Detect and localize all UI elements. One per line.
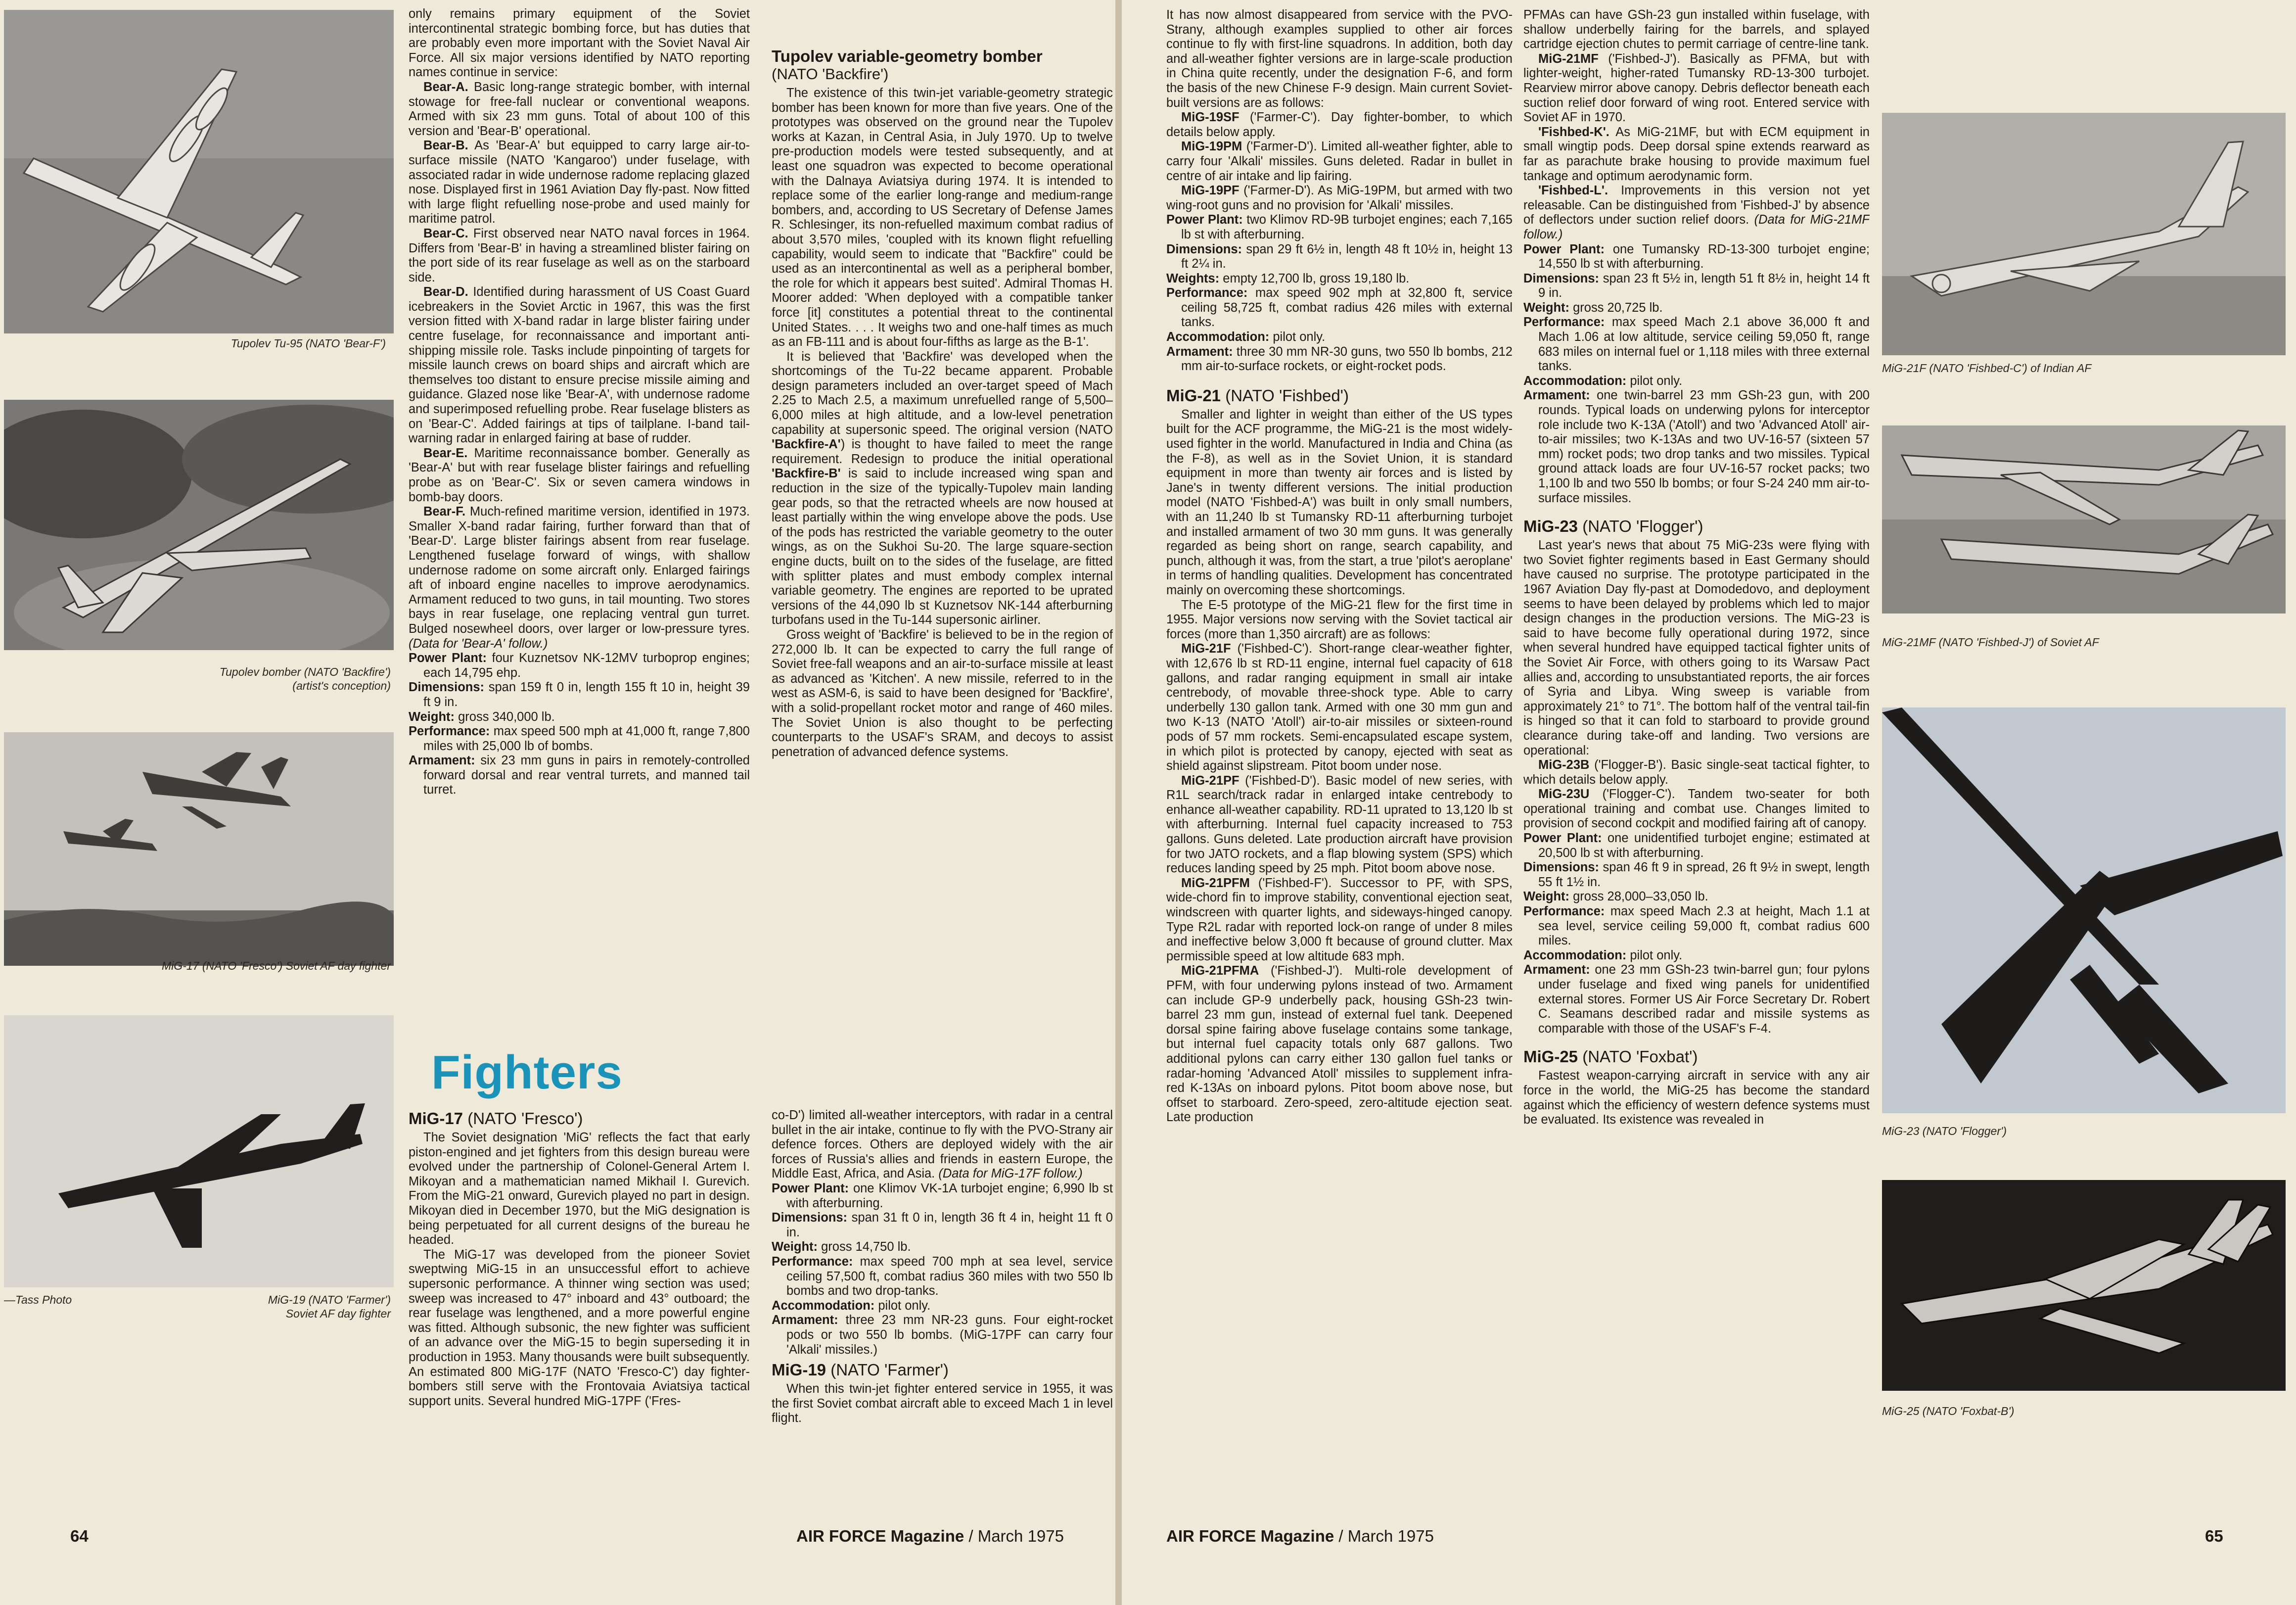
mig19-perf-text: max speed 902 mph at 32,800 ft, service ceiling 58,725 ft, combat radius 426 miles with external tanks. xyxy=(1181,286,1513,330)
mig25-para-1: Fastest weapon-carrying aircraft in service with any air force in the world, the MiG-25 has become the standard against which the efficiency of western defence systems must be evaluated. Its existence was revealed in xyxy=(1523,1069,1870,1127)
mig21-para-2: The E-5 prototype of the MiG-21 flew for the first time in 1955. Major versions now serving with the Soviet tactical air forces (more than 1,350 aircraft) are as follows: xyxy=(1166,598,1513,641)
mig21-acc-label: Accommodation: xyxy=(1523,374,1627,388)
mig19pf-entry xyxy=(1166,184,1513,213)
mig17-continued-text: co-D') limited all-weather interceptors, with radar in a central bullet in the air intake, continue to fly with the PVO-Strany air defence forces. Others are deployed widely with the air forces of Russia's allies and friends in eastern Europe, the Middle East, Africa, and Asia. xyxy=(772,1108,1113,1181)
bear-armament xyxy=(409,754,750,798)
bear-power-text: four Kuznetsov NK-12MV turboprop engines; each 14,795 ehp. xyxy=(423,651,750,680)
mig19-power-text: two Klimov RD-9B turbojet engines; each 7,165 lb st with afterburning. xyxy=(1181,213,1513,241)
mig17-acc-label: Accommodation: xyxy=(772,1298,875,1313)
mig21pf-entry xyxy=(1166,774,1513,876)
mig21-heading-name: MiG-21 xyxy=(1166,386,1221,405)
mig23-dim-text: span 46 ft 9 in spread, 26 ft 9½ in swept, length 55 ft 1½ in. xyxy=(1538,860,1870,889)
backfire-para-1: The existence of this twin-jet variable-geometry strategic bomber has been known for more than five years. One of the prototypes was observed on the ground near the Tupolev works at Kazan, in Central Asia, in July 1970. Up to twelve pre-production models were tested subsequently, and at least one squadron was expected to become operational with the Dalnaya Aviatsiya during 1974. It is intended to replace some of the earlier long-range and medium-range bombers, and, according to US Secretary of Defense James R. Schlesinger, its non-refuelled maximum combat radius of about 3,570 miles, 'coupled with its known flight refuelling capability, would seem to indicate that "Backfire" could be used as an intercontinental as well as a peripheral bomber, the role for which it appears best suited'. Admiral Thomas H. Moorer added: 'When deployed with a compatible tanker force [it] constitutes a potential threat to the continental United States. . . . It weighs two and one-half times as much as an FB-111 and is about four-fifths as large as the B-1'. xyxy=(772,86,1113,349)
mig19-armament xyxy=(1166,345,1513,374)
bear-b-label: Bear-B. xyxy=(423,139,468,153)
mig17-para-2: The MiG-17 was developed from the pioneer Soviet sweptwing MiG-15 in an unsuccessful effort to achieve supersonic performance. A thinner wing section was used; sweep was increased to 47° inboard and 43° outboard; the rear fuselage was lengthened, and a more powerful engine was fitted. Although subsonic, the new fighter was sufficient of an advance over the MiG-15 to begin superseding it in production in 1953. Many thousands were built subsequently. An estimated 800 MiG-17F (NATO 'Fresco-C') day fighter-bombers still serve with the Frontovaia Aviatsiya tactical support units. Several hundred MiG-17PF ('Fres- xyxy=(409,1247,750,1408)
mig17-arm-label: Armament: xyxy=(772,1313,838,1327)
mig17-arm-text: three 23 mm NR-23 guns. Four eight-rocket pods or two 550 lb bombs. (MiG-17PF can carry four 'Alkali' missiles.) xyxy=(786,1313,1113,1357)
bear-e-label: Bear-E. xyxy=(423,446,468,460)
bear-dim-label: Dimensions: xyxy=(409,680,485,695)
left-column-3-top xyxy=(772,44,1113,1043)
mig25-photo xyxy=(1882,1180,2286,1391)
footer-issue-left: March 1975 xyxy=(977,1527,1064,1545)
mig23b-entry xyxy=(1523,758,1870,787)
mig23-image xyxy=(1882,708,2286,1113)
mig23-performance xyxy=(1523,904,1870,948)
mig21mf-label: MiG-21MF xyxy=(1538,51,1599,66)
caption-backfire xyxy=(148,665,391,693)
mig19-photo xyxy=(4,1015,394,1287)
mig21-accommodation xyxy=(1523,374,1870,389)
mig21mf-entry xyxy=(1523,52,1870,125)
bear-e-text: Maritime reconnaissance bomber. Generally as 'Bear-A' but with rear fuselage blister fairings and refuelling probe as on 'Bear-C'. Six or seven camera windows in bomb-bay doors. xyxy=(409,446,750,504)
section-title-fighters: Fighters xyxy=(431,1046,623,1099)
mig21f-image xyxy=(1882,113,2286,355)
mig17-weight-text: gross 14,750 lb. xyxy=(818,1240,911,1254)
fishbed-k-text: As MiG-21MF, but with ECM equipment in small wingtip pods. Deep dorsal spine extends rearward as far as parachute brake housing to provide maximum fuel tankage and optimum aerodynamic form. xyxy=(1523,125,1870,183)
bear-intro: only remains primary equipment of the Soviet intercontinental strategic bombing force, but has duties that are probably even more important with the Soviet Naval Air Force. All six major versions identified by NATO reporting names continue in service: xyxy=(409,7,750,80)
mig17-dim-label: Dimensions: xyxy=(772,1211,848,1225)
mig23-heading-name: MiG-23 xyxy=(1523,517,1578,536)
mig17-heading-nato: (NATO 'Fresco') xyxy=(463,1109,583,1128)
caption-mig19-line1: MiG-19 (NATO 'Farmer') xyxy=(268,1293,391,1306)
mig21-perf-label: Performance: xyxy=(1523,315,1605,330)
running-footer-left xyxy=(796,1527,1064,1546)
mig21f-text: ('Fishbed-C'). Short-range clear-weather fighter, with 12,676 lb st RD-11 engine, internal fuel capacity of 618 gallons, and radar ranging equipment in small air intake centrebody, of movable three-shock type. Able to carry underbelly 130 gallon tank. Armed with one 30 mm gun and two K-13 (NATO 'Atoll') air-to-air missiles or sixteen-round pods of 57 mm rockets. Semi-encapsulated escape system, in which pilot is protected by canopy, ejected with seat as shield against slipstream. Pitot boom under nose. xyxy=(1166,642,1513,773)
mig21-armament xyxy=(1523,388,1870,506)
mig23-perf-text: max speed Mach 2.3 at height, Mach 1.1 at sea level, service ceiling 59,000 ft, combat radius 600 miles. xyxy=(1538,904,1870,948)
mig21-perf-text: max speed Mach 2.1 above 36,000 ft and Mach 1.06 at low altitude, service ceiling 59,050 ft, range 683 miles on internal fuel or 1,118 miles with three external tanks. xyxy=(1538,315,1870,374)
backfire-para-2 xyxy=(772,350,1113,628)
footer-separator-left: / xyxy=(964,1527,978,1545)
bear-b-entry xyxy=(409,139,750,227)
mig21pf-label: MiG-21PF xyxy=(1181,773,1240,788)
bear-weight-label: Weight: xyxy=(409,709,455,724)
mig21mf-photo xyxy=(1882,425,2286,614)
mig19-weight-text: empty 12,700 lb, gross 19,180 lb. xyxy=(1219,271,1410,285)
mig23-dimensions xyxy=(1523,860,1870,890)
backfire-image xyxy=(4,400,394,650)
caption-mig19-line2: Soviet AF day fighter xyxy=(285,1307,391,1320)
mig21-power-plant xyxy=(1523,242,1870,272)
mig23-para-1: Last year's news that about 75 MiG-23s were flying with two Soviet fighter regiments based in East Germany should have caused no surprise. The prototype participated in the 1967 Aviation Day fly-past at Domodedovo, and deployment seems to have been delayed by problems which led to major design changes in the production versions. The MiG-23 is said to have become fully operational during 1972, since when several hundred have equipped tactical fighter units of the Soviet Air Force, with others going to its Warsaw Pact allies and, according to unsubstantiated reports, the air forces of Syria and Libya. Wing sweep is variable from approximately 21° to 71°. The bottom half of the ventral tail-fin is hinged so that it can fold to starboard to provide ground clearance during take-off and landing. Two versions are operational: xyxy=(1523,538,1870,757)
mig17-performance xyxy=(772,1255,1113,1299)
mig23-weight xyxy=(1523,890,1870,904)
mig19-heading-name: MiG-19 xyxy=(772,1361,827,1379)
mig21mf-image xyxy=(1882,425,2286,614)
caption-mig17: MiG-17 (NATO 'Fresco') Soviet AF day fighter xyxy=(162,959,391,972)
mig23-weight-text: gross 28,000–33,050 lb. xyxy=(1569,890,1708,904)
caption-mig21mf: MiG-21MF (NATO 'Fishbed-J') of Soviet AF xyxy=(1882,636,2099,649)
caption-mig19 xyxy=(198,1293,391,1321)
caption-tass: —Tass Photo xyxy=(4,1293,72,1306)
backfire-a-label: 'Backfire-A' xyxy=(772,437,841,452)
mig21-dimensions xyxy=(1523,272,1870,301)
mig23-dim-label: Dimensions: xyxy=(1523,860,1600,875)
mig19-acc-label: Accommodation: xyxy=(1166,330,1270,344)
bear-f-note: (Data for 'Bear-A' follow.) xyxy=(409,636,548,651)
mig19-heading xyxy=(772,1361,1113,1379)
bear-perf-text: max speed 500 mph at 41,000 ft, range 7,800 miles with 25,000 lb of bombs. xyxy=(423,724,750,753)
mig19pm-label: MiG-19PM xyxy=(1181,140,1242,154)
backfire-para-3: Gross weight of 'Backfire' is believed to be in the region of 272,000 lb. It can be expected to carry the full range of Soviet free-fall weapons and an air-to-surface missile at least as advanced as 'Kitchen'. A new missile, referred to in the west as ASM-6, is said to have been designed for 'Backfire', with a solid-propellant rocket motor and range of 460 miles. The Soviet Union is also thought to be perfecting counterparts to the USAF's SRAM, and decoys to assist penetration of advanced defence systems. xyxy=(772,627,1113,759)
backfire-heading-name: Tupolev variable-geometry bomber xyxy=(772,47,1043,65)
mig21-weight xyxy=(1523,301,1870,316)
page-gutter xyxy=(1115,0,1122,1605)
right-column-1 xyxy=(1166,8,1513,1507)
mig19-perf-label: Performance: xyxy=(1166,286,1248,300)
mig19-acc-text: pilot only. xyxy=(1269,330,1326,344)
mig19pm-text: ('Farmer-D'). Limited all-weather fighter, able to carry four 'Alkali' missiles. Guns deleted. Radar in bullet in centre of air intake and lip fairing. xyxy=(1166,140,1513,183)
mig17-weight xyxy=(772,1240,1113,1255)
mig23-acc-text: pilot only. xyxy=(1626,948,1683,962)
mig19-weight-label: Weights: xyxy=(1166,271,1220,285)
bear-a-label: Bear-A. xyxy=(423,80,468,94)
mig19-para-1: When this twin-jet fighter entered service in 1955, it was the first Soviet combat aircraft able to exceed Mach 1 in level flight. xyxy=(772,1382,1113,1425)
mig17-dimensions xyxy=(772,1211,1113,1240)
caption-tu95: Tupolev Tu-95 (NATO 'Bear-F') xyxy=(230,337,386,350)
mig21-power-text: one Tumansky RD-13-300 turbojet engine; 14,550 lb st with afterburning. xyxy=(1538,242,1870,271)
bear-d-text: Identified during harassment of US Coast Guard icebreakers in the Soviet Arctic in 1967, this was the first version fitted with X-band radar in large blister fairing under centre fuselage, for reconnaissance and important anti-shipping missile role. Tasks include pinpointing of targets for missile launch crews on board ships and aircraft which are themselves too distant to ensure precise missile aiming and guidance. Glazed nose like 'Bear-A', with undernose radome and superimposed refuelling probe. Rear fuselage blisters as on 'Bear-C'. Added fairings at tips of tailplane. I-band tail-warning radar in enlarged fairing at base of rudder. xyxy=(409,285,750,446)
mig17-dim-text: span 31 ft 0 in, length 36 ft 4 in, height 11 ft 0 in. xyxy=(786,1211,1113,1239)
bear-c-entry xyxy=(409,227,750,285)
mig25-image xyxy=(1882,1180,2286,1391)
left-column-3-bottom xyxy=(772,1108,1113,1524)
mig19-arm-text: three 30 mm NR-30 guns, two 550 lb bombs, 212 mm air-to-surface rockets, or eight-rocket pods. xyxy=(1181,344,1513,374)
mig23-armament xyxy=(1523,963,1870,1036)
mig19sf-entry xyxy=(1166,110,1513,140)
mig19-dim-text: span 29 ft 6½ in, length 48 ft 10½ in, height 13 ft 2¼ in. xyxy=(1181,242,1513,271)
mig17-heading-name: MiG-17 xyxy=(409,1109,463,1128)
mig17-power-plant xyxy=(772,1181,1113,1211)
mig21pfma-text: ('Fishbed-J'). Multi-role development of PFM, with four underwing pylons instead of two. Armament can include GP-9 underbelly pack, housing GSh-23 twin-barrel 23 mm gun, instead of external fuel tank. Deepened dorsal spine fairing above fuselage contains some tankage, but internal fuel capacity totals only 687 gallons. Two additional pylons can carry either 130 gallon fuel tanks or radar-homing 'Advanced Atoll' missiles to supplement infra-red K-13As on inboard pylons. Pitot boom above nose, but offset to starboard. Zero-speed, zero-altitude ejection seat. Late production xyxy=(1166,964,1513,1125)
fishbed-k-entry xyxy=(1523,125,1870,184)
mig21-para-1: Smaller and lighter in weight than either of the US types built for the ACF programme, the MiG-21 is the most widely-used fighter in the world. Manufactured in India and China (as the F-8), as well as in the Soviet Union, it is standard equipment in more than twenty air forces and is listed by Jane's in twenty different versions. The initial production model (NATO 'Fishbed-A') was built in only small numbers, with an 11,240 lb st Tumansky RD-11 afterburning turbojet and installed armament of two 30 mm guns. It was generally regarded as being short on range, search capability, and punch, although it was, from the start, a true 'pilot's aeroplane' in terms of handling qualities. Development has concentrated mainly on overcoming these shortcomings. xyxy=(1166,407,1513,597)
page-number-65: 65 xyxy=(2205,1527,2223,1545)
bear-f-label: Bear-F. xyxy=(423,505,466,519)
mig17-data-note: (Data for MiG-17F follow.) xyxy=(938,1167,1083,1181)
mig17-accommodation xyxy=(772,1299,1113,1314)
mig17-perf-label: Performance: xyxy=(772,1254,853,1269)
mig23-arm-label: Armament: xyxy=(1523,963,1590,977)
mig21f-label: MiG-21F xyxy=(1181,642,1231,656)
backfire-para-2d: is said to include increased wing span and reduction in the size of the typically-Tupolev main landing gear pods, so that the retracted wheels are now housed at least partially within the wing envelope above the pods. Use of the pods has restricted the variable geometry to the outer wings, as on the Sukhoi Su-20. The large square-section engine ducts, built on to the sides of the fuselage, are fitted with splitter plates and must embody complex internal variable geometry. The engines are reported to be uprated versions of the 44,090 lb st Kuznetsov NK-144 afterburning turbofans used in the Tu-144 supersonic airliner. xyxy=(772,467,1113,627)
tu95-photo xyxy=(4,10,394,333)
bear-arm-label: Armament: xyxy=(409,754,475,768)
mig23-arm-text: one 23 mm GSh-23 twin-barrel gun; four pylons under fuselage and fixed wing panels for unidentified external stores. Former US Air Force Secretary Dr. Robert C. Seamans described radar and missile systems as comparable with those of the USAF's F-4. xyxy=(1538,963,1870,1036)
bear-power-label: Power Plant: xyxy=(409,651,487,665)
bear-perf-label: Performance: xyxy=(409,724,490,739)
bear-d-label: Bear-D. xyxy=(423,285,468,299)
bear-performance xyxy=(409,724,750,754)
mig25-heading-nato: (NATO 'Foxbat') xyxy=(1578,1047,1698,1066)
footer-issue-right: March 1975 xyxy=(1347,1527,1434,1545)
tu95-image xyxy=(4,10,394,333)
mig21f-photo xyxy=(1882,113,2286,355)
footer-separator-right: / xyxy=(1334,1527,1348,1545)
mig21-performance xyxy=(1523,315,1870,374)
bear-e-entry xyxy=(409,446,750,505)
bear-a-text: Basic long-range strategic bomber, with internal stowage for free-fall nuclear or conventional weapons. Armed with six 23 mm guns. Total of about 100 of this version and 'Bear-B' operational. xyxy=(409,80,750,138)
mig17-power-label: Power Plant: xyxy=(772,1181,849,1195)
fishbed-l-text: Improvements in this version not yet releasable. Can be distinguished from 'Fishbed-J' by absence of deflectors under suction relief doors. xyxy=(1523,184,1870,227)
bear-c-text: First observed near NATO naval forces in 1964. Differs from 'Bear-B' in having a streamlined blister fairing on the port side of its rear fuselage as well as on the starboard side. xyxy=(409,226,750,284)
mig17-image xyxy=(4,732,394,966)
mig19-performance xyxy=(1166,286,1513,330)
mig17-acc-text: pilot only. xyxy=(874,1298,931,1313)
mig23-heading-nato: (NATO 'Flogger') xyxy=(1578,517,1703,536)
backfire-heading xyxy=(772,47,1113,83)
mig25-heading xyxy=(1523,1048,1870,1066)
mig19-image xyxy=(4,1015,394,1287)
backfire-para-2a: It is believed that 'Backfire' was developed when the shortcomings of the Tu-22 became apparent. Probable design parameters included an over-target speed of Mach 2.25 to Mach 2.5, a maximum unrefuelled range of 5,500–6,000 miles at high altitude, and a low-level penetration capability at supersonic speed. The original version (NATO xyxy=(772,349,1113,437)
left-column-2-top xyxy=(409,7,750,1035)
bear-a-entry xyxy=(409,80,750,139)
mig17-continued xyxy=(772,1108,1113,1181)
mig23-photo xyxy=(1882,708,2286,1113)
fishbed-l-label: 'Fishbed-L'. xyxy=(1538,184,1608,198)
mig21-heading-nato: (NATO 'Fishbed') xyxy=(1221,386,1349,405)
mig23-power-text: one unidentified turbojet engine; estimated at 20,500 lb st with afterburning. xyxy=(1538,831,1870,860)
mig23-heading xyxy=(1523,518,1870,535)
mig21-power-label: Power Plant: xyxy=(1523,242,1605,256)
mig17-perf-text: max speed 700 mph at sea level, service ceiling 57,500 ft, combat radius 360 miles with two 550 lb bombs and two drop-tanks. xyxy=(786,1254,1113,1298)
mig21-weight-label: Weight: xyxy=(1523,300,1570,315)
bear-weight-text: gross 340,000 lb. xyxy=(455,709,555,724)
page-65 xyxy=(1122,0,2296,1605)
mig21pfma-entry xyxy=(1166,964,1513,1125)
mig23b-text: ('Flogger-B'). Basic single-seat tactical fighter, to which details below apply. xyxy=(1523,758,1870,787)
mig23u-text: ('Flogger-C'). Tandem two-seater for both operational training and combat use. Changes limited to provision of second cockpit and modified fairing aft of canopy. xyxy=(1523,787,1870,831)
caption-mig25: MiG-25 (NATO 'Foxbat-B') xyxy=(1882,1405,2015,1417)
mig19pf-label: MiG-19PF xyxy=(1181,184,1240,198)
mig21pfma-label: MiG-21PFMA xyxy=(1181,964,1259,978)
mig19-heading-nato: (NATO 'Farmer') xyxy=(826,1361,949,1379)
bear-c-label: Bear-C. xyxy=(423,226,468,240)
mig19pf-text: ('Farmer-D'). As MiG-19PM, but armed with two wing-root guns and no provision for 'Alkali' missiles. xyxy=(1166,184,1513,212)
mig23-accommodation xyxy=(1523,948,1870,963)
mig23-power-plant xyxy=(1523,831,1870,860)
mig21pfma-continued: PFMAs can have GSh-23 gun installed within fuselage, with shallow underbelly fairing for the barrels, and splayed cartridge ejection chutes to permit carriage of centre-line tank. xyxy=(1523,8,1870,51)
mig21-heading xyxy=(1166,387,1513,405)
mig23u-label: MiG-23U xyxy=(1538,787,1590,802)
backfire-para-2c: ) is thought to have failed to meet the range requirement. Redesign to produce the initial operational xyxy=(772,437,1113,466)
caption-mig23: MiG-23 (NATO 'Flogger') xyxy=(1882,1125,2007,1137)
fishbed-l-entry xyxy=(1523,184,1870,242)
mig21pf-text: ('Fishbed-D'). Basic model of new series, with R1L search/track radar in enlarged intake centrebody to enhance all-weather capability. RD-11 uprated to 13,120 lb st with afterburning. Internal fuel capacity increased to 753 gallons. Guns deleted. Late production aircraft have provision for two JATO rockets, and a flap blowing system (SPS) which reduces landing speed by 25 mph. Pitot boom above nose. xyxy=(1166,773,1513,876)
mig17-armament xyxy=(772,1313,1113,1357)
bear-b-text: As 'Bear-A' but equipped to carry large air-to-surface missile (NATO 'Kangaroo') under fuselage, with associated radar in wide undernose radome replacing glazed nose. Displayed first in 1961 Aviation Day fly-past. Now fitted with large flight refuelling nose-probe and used mainly for maritime patrol. xyxy=(409,139,750,226)
mig23-weight-label: Weight: xyxy=(1523,890,1570,904)
fishbed-k-label: 'Fishbed-K'. xyxy=(1538,125,1609,139)
mig19-dim-label: Dimensions: xyxy=(1166,242,1242,256)
bear-dim-text: span 159 ft 0 in, length 155 ft 10 in, height 39 ft 9 in. xyxy=(423,680,750,709)
bear-weight xyxy=(409,710,750,725)
left-column-2-bottom xyxy=(409,1106,750,1521)
bear-f-entry xyxy=(409,505,750,651)
footer-magazine-left: AIR FORCE Magazine xyxy=(796,1527,964,1545)
mig21-acc-text: pilot only. xyxy=(1626,374,1683,388)
caption-mig21f: MiG-21F (NATO 'Fishbed-C') of Indian AF xyxy=(1882,362,2092,375)
mig23b-label: MiG-23B xyxy=(1538,758,1590,772)
mig23-perf-label: Performance: xyxy=(1523,904,1605,919)
bear-f-text: Much-refined maritime version, identified in 1973. Smaller X-band radar fairing, further forward than that of 'Bear-D'. Large blister fairings absent from rear fuselage. Lengthened fuselage forward of wings, with shallow undernose radome on some aircraft only. Enlarged fairings aft of inboard engine nacelles to improve aerodynamics. Armament reduced to two guns, in tail mounting. Two stores bays in rear fuselage, one replacing ventral gun turret. Bulged nosewheel doors, over larger or low-pressure tyres. xyxy=(409,505,750,636)
mig17-weight-label: Weight: xyxy=(772,1240,818,1254)
mig19pm-entry xyxy=(1166,140,1513,184)
mig21-arm-label: Armament: xyxy=(1523,388,1590,403)
backfire-b-label: 'Backfire-B' xyxy=(772,467,841,481)
mig19-accommodation xyxy=(1166,330,1513,345)
mig17-heading xyxy=(409,1110,750,1128)
mig21-dim-text: span 23 ft 5½ in, length 51 ft 8½ in, height 14 ft 9 in. xyxy=(1538,271,1870,300)
mig19sf-text: ('Farmer-C'). Day fighter-bomber, to which details below apply. xyxy=(1166,110,1513,139)
mig21pfm-text: ('Fishbed-F'). Successor to PF, with SPS, wide-chord fin to improve stability, conventional ejection seat, windscreen with quarter lights, and sideways-hinged canopy. Type R2L radar with reported lock-on range of under 8 miles and ineffective below 3,000 ft because of ground clutter. Max permissible speed at low altitude 683 mph. xyxy=(1166,876,1513,963)
mig21-weight-text: gross 20,725 lb. xyxy=(1569,300,1663,315)
bear-power-plant xyxy=(409,651,750,680)
mig21pfm-label: MiG-21PFM xyxy=(1181,876,1250,890)
mig19-dimensions xyxy=(1166,242,1513,272)
footer-magazine-right: AIR FORCE Magazine xyxy=(1166,1527,1334,1545)
mig17-para-1: The Soviet designation 'MiG' reflects the fact that early piston-engined and jet fighters from this design bureau were evolved under the partnership of Colonel-General Artem I. Mikoyan and a mathematician named Mikhail I. Gurevich. From the MiG-21 onward, Gurevich played no part in design. Mikoyan died in December 1970, but the MiG designation is being perpetuated for all current designs of the bureau he headed. xyxy=(409,1131,750,1247)
mig17-power-text: one Klimov VK-1A turbojet engine; 6,990 lb st with afterburning. xyxy=(786,1181,1113,1210)
caption-backfire-line2: (artist's conception) xyxy=(292,679,391,692)
mig25-heading-name: MiG-25 xyxy=(1523,1047,1578,1066)
mig21pfm-entry xyxy=(1166,876,1513,964)
page-number-64: 64 xyxy=(70,1527,89,1545)
mig23-power-label: Power Plant: xyxy=(1523,831,1602,846)
running-footer-right xyxy=(1166,1527,1434,1546)
bear-dimensions xyxy=(409,680,750,709)
bear-arm-text: six 23 mm guns in pairs in remotely-controlled forward dorsal and rear ventral turrets, and manned tail turret. xyxy=(423,754,750,797)
mig23u-entry xyxy=(1523,787,1870,831)
caption-backfire-line1: Tupolev bomber (NATO 'Backfire') xyxy=(219,665,391,678)
mig21mf-data-note: (Data for MiG-21MF follow.) xyxy=(1523,213,1870,241)
backfire-heading-nato: (NATO 'Backfire') xyxy=(772,65,889,83)
mig21-dim-label: Dimensions: xyxy=(1523,271,1600,285)
mig19-power-plant xyxy=(1166,213,1513,242)
mig19-continued: It has now almost disappeared from service with the PVO-Strany, although examples supplied to other air forces continue to fly with first-line squadrons. In addition, both day and all-weather fighter versions are in large-scale production in China quite recently, under the designation F-6, and form the basis of the new Chinese F-9 design. Main current Soviet-built versions are as follows: xyxy=(1166,8,1513,110)
mig19sf-label: MiG-19SF xyxy=(1181,110,1240,125)
mig19-weights xyxy=(1166,272,1513,286)
bear-d-entry xyxy=(409,285,750,446)
right-column-2 xyxy=(1523,8,1870,1507)
mig21f-entry xyxy=(1166,642,1513,773)
backfire-photo xyxy=(4,400,394,650)
mig19-power-label: Power Plant: xyxy=(1166,213,1243,227)
mig21mf-text: ('Fishbed-J'). Basically as PFMA, but with lighter-weight, higher-rated Tumansky RD-13-300 turbojet. Rearview mirror above canopy. Debris deflector beneath each suction relief door forward of wing root. Entered service with Soviet AF in 1970. xyxy=(1523,51,1870,125)
mig23-acc-label: Accommodation: xyxy=(1523,948,1627,962)
mig21-arm-text: one twin-barrel 23 mm GSh-23 gun, with 200 rounds. Typical loads on underwing pylons for interceptor role include two K-13A ('Atoll') and two 'Advanced Atoll' air-to-air missiles; two K-13As and two UV-16-57 (sixteen 57 mm) rocket pods; two drop tanks and two missiles. Typical ground attack loads are four UV-16-57 rocket packs; two 1,100 lb and two 550 lb bombs; or four S-24 240 mm air-to-surface missiles. xyxy=(1538,388,1870,505)
page-64 xyxy=(0,0,1115,1605)
mig17-photo xyxy=(4,732,394,966)
mig19-arm-label: Armament: xyxy=(1166,344,1233,359)
